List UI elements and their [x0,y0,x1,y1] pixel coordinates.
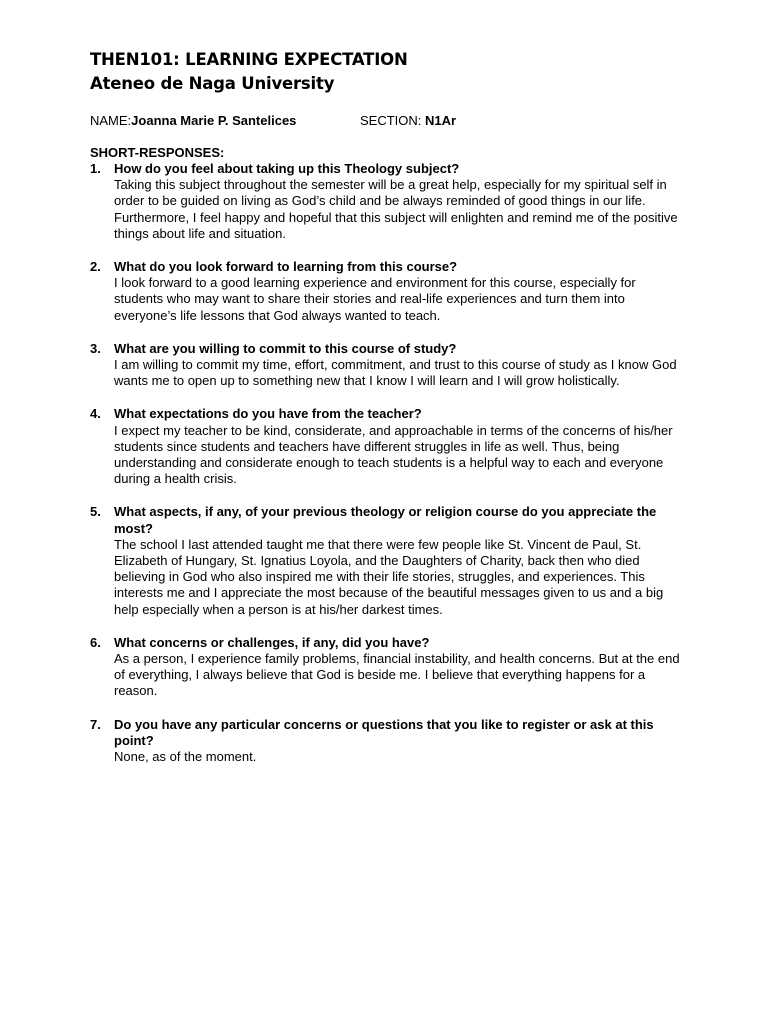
item-number: 2. [90,259,101,275]
response-item [90,259,680,324]
answer-text: None, as of the moment. [114,749,257,765]
answer-text: Taking this subject throughout the semester will be a great help, especially for my spiritual self in order to be guided on living as God’s child and be always reminded of good things in our life. Furthermore, I feel happy and hopeful that this subject will enlighten and remind me of the positive things about life and situation. [114,177,678,241]
response-item [90,341,680,390]
question-text: Do you have any particular concerns or questions that you like to register or ask at this point? [114,716,654,748]
answer-text: I expect my teacher to be kind, considerate, and approachable in terms of the concerns of his/her students since students and teachers have different struggles in life as well. Thus, being understanding and considerate enough to teach students is a helpful way to each and everyone during a health crisis. [114,422,673,487]
name-field [90,113,296,129]
answer-text: As a person, I experience family problems, financial instability, and health concerns. But at the end of everything, I always believe that God is beside me. I believe that everything happens for a reason. [114,651,680,699]
question-text: How do you feel about taking up this Theology subject? [114,161,460,176]
question-text: What expectations do you have from the teacher? [114,406,422,422]
question-text: What concerns or challenges, if any, did you have? [114,634,430,650]
response-item [90,504,680,617]
section-value: N1Ar [425,113,457,128]
answer-text: The school I last attended taught me that there were few people like St. Vincent de Paul, St. Elizabeth of Hungary, St. Ignatius Loyola, and the Daughters of Charity, back then who died believing in God who also inspired me with their life stories, struggles, and experiences. This interests me and I appreciate the most because of the beautiful messages given to us and a big help especially when a person is at his/her darkest times. [114,536,664,617]
answer-text: I am willing to commit my time, effort, commitment, and trust to this course of study as I know God wants me to open up to something new that I know I will learn and I will grow holistically. [114,357,677,389]
response-item [90,161,680,242]
item-number: 6. [90,634,101,650]
university-name: Ateneo de Naga University [90,74,335,93]
student-info [90,113,680,129]
document-title: THEN101: LEARNING EXPECTATION [90,50,408,69]
item-number: 3. [90,340,101,356]
section-field [360,113,456,129]
document-body [90,48,680,765]
item-number: 5. [90,504,101,520]
item-number: 4. [90,406,101,422]
item-number: 7. [90,716,101,732]
response-item [90,406,680,487]
question-text: What are you willing to commit to this course of study? [114,340,457,356]
question-text: What do you look forward to learning from this course? [114,259,458,275]
section-label: SECTION: [360,113,422,128]
short-responses-heading: SHORT-RESPONSES: [90,145,225,160]
response-item [90,635,680,700]
answer-text: I look forward to a good learning experience and environment for this course, especially for students who may want to share their stories and real-life experiences and turn them into everyone’s life lessons that God always wanted to teach. [114,275,636,323]
item-number: 1. [90,161,101,176]
response-item [90,717,680,766]
name-label: NAME: [90,113,132,128]
name-value: Joanna Marie P. Santelices [131,113,297,128]
question-text: What aspects, if any, of your previous theology or religion course do you appreciate the most? [114,504,657,536]
